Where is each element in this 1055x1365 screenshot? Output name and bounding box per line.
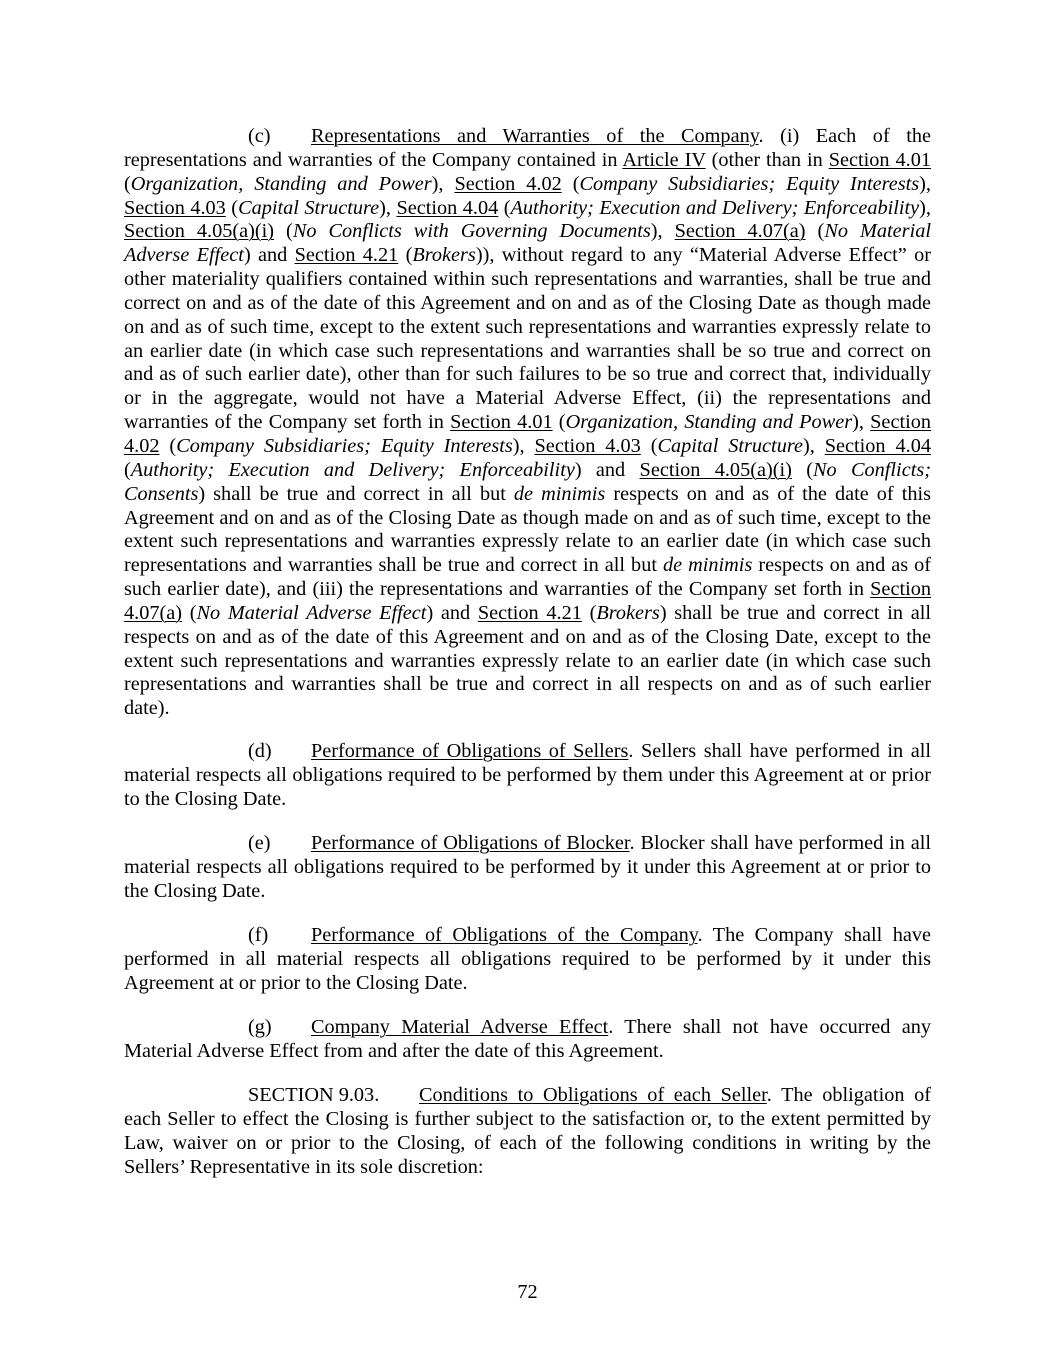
- italic-text: Authority; Execution and Delivery; Enforceability: [510, 196, 920, 219]
- paragraph-condition-e-performance-blocker: [124, 832, 931, 904]
- body-text: ) and: [243, 244, 295, 267]
- body-text: (: [124, 172, 131, 195]
- italic-text: No Conflicts; Consents: [124, 458, 931, 505]
- body-text: )), without regard to any “Material Adverse Effect” or other materiality qualifiers contained within such representations and warranties, shall be true and correct on and as of the date of this Agreement and on and as of the Closing Date as though made on and as of such time, except to the extent such representations and warranties expressly relate to an earlier date (in which case such representations and warranties shall be so true and correct on and as of such earlier date), other than for such failures to be so true and correct that, individually or in the aggregate, would not have a Material Adverse Effect, (ii) the representations and warranties of the Company set forth in: [124, 244, 932, 434]
- body-text: ),: [650, 220, 675, 243]
- paragraph-label: (f): [248, 924, 269, 946]
- underlined-reference: Section 4.01: [828, 148, 932, 171]
- body-text: ),: [852, 411, 871, 434]
- body-text: (: [805, 220, 825, 243]
- italic-text: No Material Adverse Effect: [196, 601, 427, 624]
- body-text: (: [274, 220, 293, 243]
- paragraph-label: SECTION 9.03.: [248, 1084, 380, 1106]
- italic-text: No Material Adverse Effect: [124, 220, 931, 267]
- paragraph-section-9-03: [124, 1084, 931, 1179]
- italic-text: Organization, Standing and Power: [130, 172, 432, 195]
- italic-text: Organization, Standing and Power: [565, 411, 853, 434]
- italic-text: No Conflicts with Governing Documents: [292, 220, 651, 243]
- underlined-reference: Section 4.05(a)(i): [124, 220, 275, 243]
- underlined-reference: Section 4.04: [396, 196, 499, 219]
- body-text: ),: [919, 172, 931, 195]
- paragraph-condition-c-representations-company: [124, 125, 931, 721]
- body-text: (: [581, 601, 597, 624]
- italic-text: Capital Structure: [657, 434, 803, 457]
- underlined-reference: Representations and Warranties of the Company: [311, 125, 759, 147]
- underlined-reference: Section 4.01: [450, 411, 553, 434]
- body-text: ) shall be true and correct in all respects on and as of the date of this Agreement and on and as of the Closing Date, except to the extent such representations and warranties expressly relate to an earlier date (in which case such representations and warranties shall be true and correct in all respects on and as of such earlier date).: [124, 601, 932, 720]
- body-text: respects on and as of such earlier date), and (iii) the representations and warranties of the Company set forth in: [124, 554, 931, 601]
- italic-text: Authority; Execution and Delivery; Enforceability: [130, 458, 575, 481]
- italic-text: Capital Structure: [238, 196, 380, 219]
- body-text: ),: [802, 434, 825, 457]
- body-text: (: [182, 601, 197, 624]
- body-text: respects on and as of the date of this Agreement and on and as of the Closing Date as though made on and as of such time, except to the extent such representations and warranties expressly relate to an earlier date (in which case such representations and warranties shall be true and correct in all but: [124, 482, 931, 577]
- body-text: ) and: [426, 601, 478, 624]
- body-text: . There shall not have occurred any Material Adverse Effect from and after the date of this Agreement.: [124, 1016, 932, 1062]
- body-text: ),: [431, 172, 455, 195]
- underlined-reference: Section 4.02: [454, 172, 562, 195]
- body-text: . The obligation of each Seller to effect the Closing is further subject to the satisfaction or, to the extent permitted by Law, waiver on or prior to the Closing, of each of the following conditions in writing by the Sellers’ Representative in its sole discretion:: [124, 1084, 931, 1178]
- underlined-reference: Section 4.07(a): [124, 578, 931, 624]
- page-number: 72: [517, 1281, 538, 1303]
- italic-text: Company Subsidiaries; Equity Interests: [579, 172, 920, 195]
- paragraph-label: (c): [248, 125, 271, 147]
- underlined-reference: Section 4.02: [124, 411, 931, 457]
- body-text: (other than in: [705, 148, 829, 171]
- body-text: (: [124, 458, 131, 481]
- underlined-reference: Section 4.03: [534, 434, 641, 457]
- body-text: (: [225, 196, 239, 219]
- italic-text: Company Subsidiaries; Equity Interests: [176, 434, 513, 457]
- underlined-reference: Section 4.05(a)(i): [639, 458, 792, 481]
- body-text: (: [561, 172, 580, 195]
- paragraph-condition-d-performance-sellers: [124, 740, 931, 812]
- body-text: . (i) Each of the representations and warranties of the Company contained in: [124, 125, 931, 171]
- body-text: ) shall be true and correct in all but: [198, 482, 514, 505]
- underlined-reference: Performance of Obligations of Sellers: [311, 740, 629, 762]
- body-text: . Blocker shall have performed in all material respects all obligations required to be performed by it under this Agreement at or prior to the Closing Date.: [124, 832, 932, 902]
- body-text: ),: [512, 434, 535, 457]
- body-text: . Sellers shall have performed in all material respects all obligations required to be performed by them under this Agreement at or prior to the Closing Date.: [124, 740, 931, 810]
- underlined-reference: Conditions to Obligations of each Seller: [419, 1084, 767, 1106]
- italic-text: Brokers: [596, 601, 660, 624]
- body-text: ) and: [574, 458, 640, 481]
- body-text: ),: [379, 196, 397, 219]
- underlined-reference: Section 4.21: [477, 601, 582, 624]
- body-text: (: [552, 411, 566, 434]
- body-text: (: [159, 434, 177, 457]
- underlined-reference: Section 4.21: [294, 244, 399, 267]
- body-text: . The Company shall have performed in all material respects all obligations required to be performed by it under this Agreement at or prior to the Closing Date.: [124, 924, 931, 994]
- paragraph-label: (e): [248, 832, 271, 854]
- italic-text: de minimis: [662, 554, 753, 577]
- underlined-reference: Company Material Adverse Effect: [311, 1016, 609, 1038]
- underlined-reference: Section 4.04: [824, 434, 931, 457]
- paragraph-condition-f-performance-company: [124, 924, 931, 996]
- underlined-reference: Performance of Obligations of the Company: [311, 924, 698, 946]
- paragraph-label: (g): [248, 1016, 272, 1038]
- body-text: (: [398, 244, 413, 267]
- underlined-reference: Performance of Obligations of Blocker: [311, 832, 630, 854]
- body-text: (: [640, 434, 658, 457]
- body-text: ),: [919, 196, 931, 219]
- underlined-reference: Section 4.03: [124, 196, 226, 219]
- body-text: (: [498, 196, 511, 219]
- paragraph-condition-g-company-mae: [124, 1016, 931, 1064]
- underlined-reference: Article IV: [622, 148, 706, 171]
- paragraph-label: (d): [248, 740, 272, 762]
- underlined-reference: Section 4.07(a): [674, 220, 806, 243]
- body-text: (: [791, 458, 813, 481]
- italic-text: de minimis: [513, 482, 606, 505]
- italic-text: Brokers: [412, 244, 476, 267]
